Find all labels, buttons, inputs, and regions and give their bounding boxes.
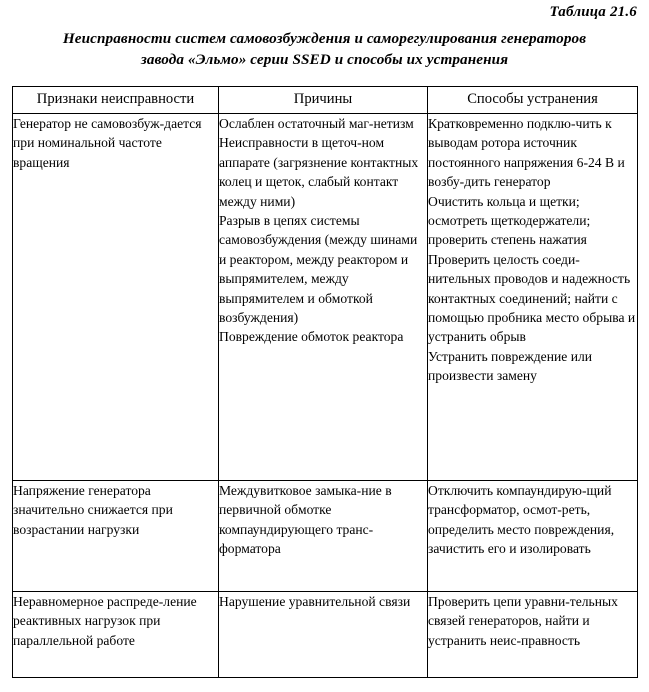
faults-table — [12, 86, 638, 678]
table-title-line-1: Неисправности систем самовозбуждения и саморегулирования генераторов — [62, 30, 587, 47]
remedy-block: Проверить целость соеди-нительных проводов и надежность контактных соединений; найти с помощью пробника место обрыва и устранить обрыв — [428, 251, 636, 345]
column-header-remedies: Способы устранения — [428, 87, 638, 114]
cell-causes: Нарушение уравнительной связи — [219, 592, 428, 678]
remedy-block: Очистить кольца и щетки; осмотреть щеткодержатели; проверить степень нажатия — [428, 193, 591, 248]
cause-block: Ослаблен остаточный маг-нетизм — [219, 116, 414, 131]
cell-symptom: Генератор не самовозбуж-дается при номинальной частоте вращения — [13, 114, 219, 481]
cause-block: Неисправности в щеточ-ном аппарате (загрязнение контактных колец и щеток, слабый контакт между ними) — [219, 135, 419, 209]
table-row — [13, 592, 638, 678]
cell-causes — [219, 114, 428, 481]
table-title-line-2: завода «Эльмо» серии SSED и способы их устранения — [140, 51, 509, 68]
cell-remedies: Отключить компаундирую-щий трансформатор, осмот-реть, определить место повреждения, зачистить его и изолировать — [428, 481, 638, 592]
cell-remedies — [428, 114, 638, 481]
table-header-row — [13, 87, 638, 114]
remedy-block: Устранить повреждение или произвести замену — [428, 348, 593, 384]
cell-remedies: Проверить цепи уравни-тельных связей генераторов, найти и устранить неис-правность — [428, 592, 638, 678]
cell-symptom: Напряжение генератора значительно снижается при возрастании нагрузки — [13, 481, 219, 592]
cause-block: Повреждение обмоток реактора — [219, 329, 404, 345]
table-row — [13, 481, 638, 592]
cell-symptom: Неравномерное распреде-ление реактивных нагрузок при параллельной работе — [13, 592, 219, 678]
cell-causes: Междувитковое замыка-ние в первичной обмотке компаундирующего транс-форматора — [219, 481, 428, 592]
cause-block: Разрыв в цепях системы самовозбуждения (между шинами и реактором, между реактором и выпрямителем, между выпрямителем и обмоткой возбуждения) — [219, 213, 418, 326]
table-number-label: Таблица 21.6 — [549, 4, 637, 20]
table-row — [13, 114, 638, 481]
column-header-symptom: Признаки неисправности — [13, 87, 219, 114]
column-header-causes: Причины — [219, 87, 428, 114]
table-title — [24, 28, 625, 70]
remedy-block: Кратковременно подклю-чить к выводам ротора источник постоянного напряжения 6-24 В и возбу-дить генератор — [428, 116, 625, 190]
